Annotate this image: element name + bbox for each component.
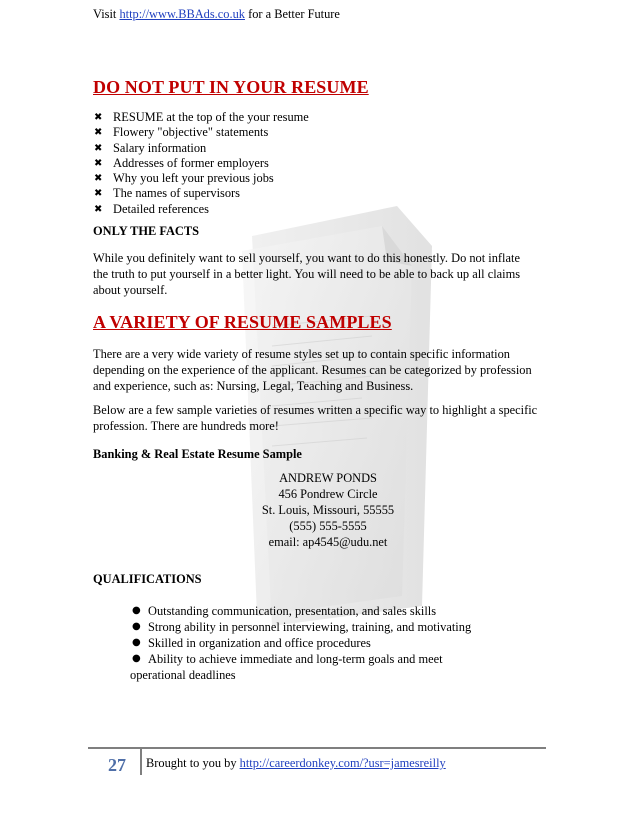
header-link[interactable]: http://www.BBAds.co.uk [119, 7, 245, 21]
list-item: ✖ Salary information [94, 140, 207, 155]
x-mark-icon: ✖ [94, 112, 103, 123]
footer-prefix: Brought to you by [146, 756, 240, 770]
bullet-icon: ● [132, 637, 141, 648]
list-item: ✖ Why you left your previous jobs [94, 171, 274, 186]
x-mark-icon: ✖ [94, 173, 103, 185]
contact-street: 456 Pondrew Circle [278, 487, 378, 501]
list-item: ● Strong ability in personnel interviewing, training, and motivating [132, 620, 472, 634]
footer-text [146, 755, 446, 771]
footer-link[interactable]: http://careerdonkey.com/?usr=jamesreilly [239, 756, 446, 770]
facts-heading: ONLY THE FACTS [93, 224, 200, 238]
bullet-icon: ● [132, 621, 141, 632]
list-item: ✖ Detailed references [94, 201, 209, 216]
bullet-icon: ● [132, 605, 141, 616]
section-title-do-not-put: DO NOT PUT IN YOUR RESUME [93, 77, 369, 97]
footer-divider [88, 747, 546, 749]
samples-paragraph-1: There are a very wide variety of resume styles set up to contain specific information depending on the experience of the applicant. Resumes can be categorized by profession and experience, such as: Nursing, Legal, Teaching and Business. [93, 347, 532, 393]
contact-phone: (555) 555-5555 [289, 519, 367, 533]
x-mark-icon: ✖ [94, 203, 103, 215]
x-mark-icon: ✖ [94, 127, 103, 139]
footer-separator [140, 749, 142, 775]
contact-block [208, 470, 448, 550]
list-item: ● Outstanding communication, presentation, and sales skills [132, 604, 437, 618]
list-item: ● Ability to achieve immediate and long-term goals and meet [132, 652, 443, 666]
samples-paragraph-2: Below are a few sample varieties of resumes written a specific way to highlight a specific profession. There are hundreds more! [93, 403, 538, 433]
qualifications-heading: QUALIFICATIONS [93, 572, 202, 586]
list-item: ✖ RESUME at the top of the your resume [94, 110, 309, 124]
header-suffix: for a Better Future [244, 7, 340, 21]
x-mark-icon: ✖ [94, 157, 103, 169]
x-mark-icon: ✖ [94, 142, 103, 154]
x-mark-icon: ✖ [94, 188, 103, 200]
list-item: ✖ Addresses of former employers [94, 155, 269, 170]
list-item: ✖ The names of supervisors [94, 186, 240, 201]
list-item: ✖ Flowery "objective" statements [94, 125, 269, 140]
sample-heading: Banking & Real Estate Resume Sample [93, 447, 302, 461]
do-not-list [93, 110, 309, 217]
bullet-icon: ● [132, 653, 141, 664]
section-title-resume-samples: A VARIETY OF RESUME SAMPLES [93, 312, 392, 332]
page-header [93, 6, 340, 22]
header-prefix: Visit [93, 7, 120, 21]
qualifications-continuation: operational deadlines [130, 668, 236, 682]
contact-email: email: ap4545@udu.net [268, 535, 388, 549]
contact-city: St. Louis, Missouri, 55555 [261, 503, 395, 517]
page-number: 27 [108, 755, 126, 775]
contact-name: ANDREW PONDS [279, 471, 377, 485]
qualifications-list [132, 603, 471, 667]
list-item: ● Skilled in organization and office procedures [132, 636, 371, 650]
facts-paragraph: While you definitely want to sell yourself, you want to do this honestly. Do not inflate the truth to put yourself in a better light. You will need to be able to back up all claims about yourself. [93, 251, 521, 297]
